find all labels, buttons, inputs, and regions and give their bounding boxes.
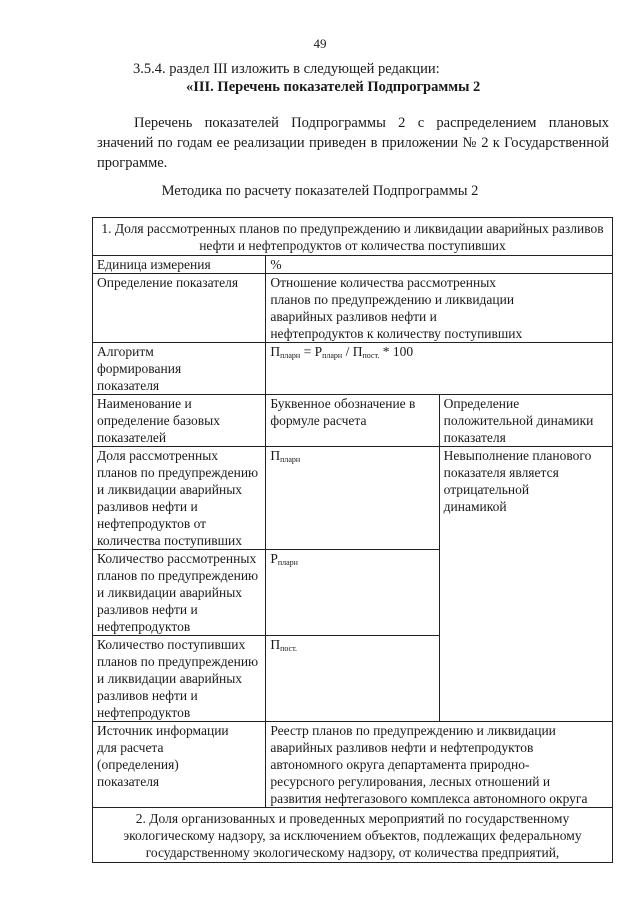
algorithm-row (93, 343, 613, 395)
unit-value: % (266, 256, 613, 274)
base-row-name: Доля рассмотренных планов по предупреждению и ликвидации аварийных разливов нефти и нефтепродуктов от количества поступивших (93, 447, 266, 550)
methodology-title: Методика по расчету показателей Подпрограммы 2 (161, 183, 479, 199)
unit-row (93, 256, 613, 274)
source-value: Реестр планов по предупреждению и ликвидации аварийных разливов нефти и нефтепродуктов автономного округа департамента природно-ресурсного регулирования, лесных отношений и развития нефтегазового комплекса автономного округа (266, 722, 613, 808)
formula-symbol: П (270, 344, 281, 359)
base-header-row (93, 395, 613, 447)
base-row-name: Количество поступивших планов по предупреждению и ликвидации аварийных разливов нефти и нефтепродуктов (93, 636, 266, 722)
formula (266, 343, 613, 395)
page-number: 49 (313, 36, 327, 51)
definition-value: Отношение количества рассмотренных планов по предупреждению и ликвидации аварийных разливов нефти и нефтепродуктов к количеству поступивших (266, 274, 613, 343)
formula-divide: / (342, 344, 353, 359)
intro-paragraph: Перечень показателей Подпрограммы 2 с распределением плановых значений по годам ее реализации приведен в приложении № 2 к Государственной программе. (97, 115, 609, 171)
source-label: Источник информации для расчета (определения) показателя (93, 722, 266, 808)
base-header-symbol: Буквенное обозначение в формуле расчета (266, 395, 439, 447)
base-row-symbol: $Р_{пларн}$ (266, 550, 439, 636)
formula-symbol: Р (314, 344, 323, 359)
base-header-dynamics: Определение положительной динамики показателя (439, 395, 612, 447)
definition-label: Определение показателя (93, 274, 266, 343)
base-header-name: Наименование и определение базовых показателей (93, 395, 266, 447)
formula-symbol: П (352, 344, 363, 359)
section-title: «III. Перечень показателей Подпрограммы 2 (186, 79, 481, 95)
base-row-name: Количество рассмотренных планов по предупреждению и ликвидации аварийных разливов нефти и нефтепродуктов (93, 550, 266, 636)
formula-subscript: пларн (280, 351, 301, 360)
algorithm-label: Алгоритм формирования показателя (93, 343, 266, 395)
base-row-symbol: $П_{пларн}$ (266, 447, 439, 550)
formula-subscript: пост. (362, 351, 380, 360)
unit-label: Единица измерения (93, 256, 266, 274)
indicator-2-title: 2. Доля организованных и проведенных мероприятий по государственному экологическому надзору, за исключением объектов, подлежащих федеральному государственному экологическому надзору, от количества предприятий, (93, 808, 613, 863)
definition-row (93, 274, 613, 343)
base-row-symbol: $П_{пост.}$ (266, 636, 439, 722)
formula-equals: = (300, 344, 315, 359)
indicator-1-title: 1. Доля рассмотренных планов по предупреждению и ликвидации аварийных разливов нефти и нефтепродуктов от количества поступивших (93, 218, 613, 256)
base-row (93, 447, 613, 550)
formula-subscript: пларн (322, 351, 343, 360)
indicator-2-title-row (93, 808, 613, 863)
source-row (93, 722, 613, 808)
formula-tail: * 100 (379, 344, 414, 359)
clause-text: 3.5.4. раздел III изложить в следующей редакции: (133, 61, 440, 77)
dynamics-value: Невыполнение планового показателя является отрицательной динамикой (439, 447, 612, 722)
indicators-table (92, 217, 613, 863)
indicator-1-title-row (93, 218, 613, 256)
